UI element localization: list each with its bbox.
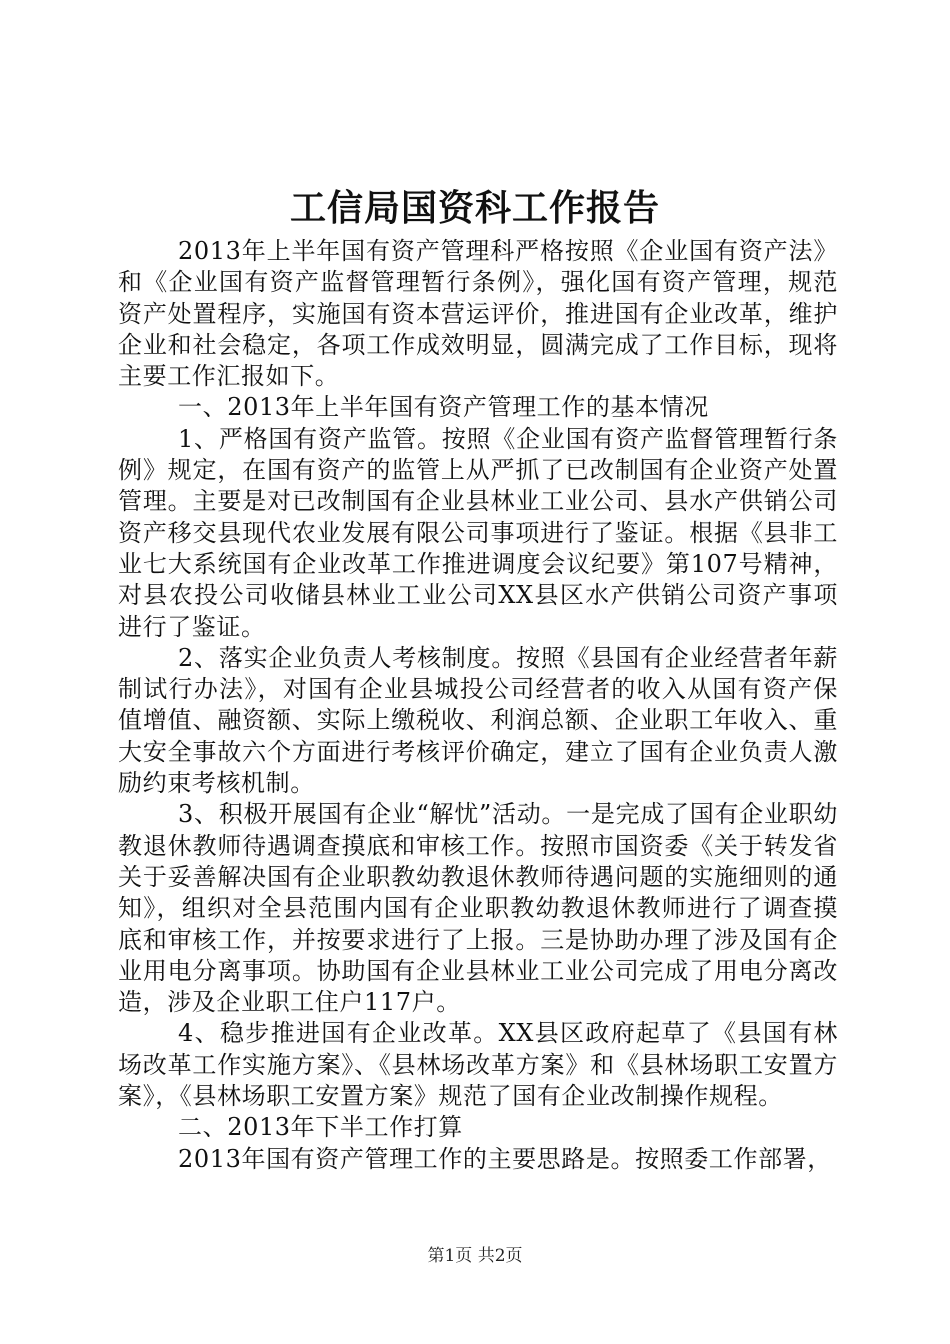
section-heading-1: 一、2013年上半年国有资产管理工作的基本情况 [178,393,709,422]
document-title: 工信局国资科工作报告 [289,187,660,229]
document-body [118,236,838,1175]
intro-paragraph: 2013年上半年国有资产管理科严格按照《企业国有资产法》和《企业国有资产监督管理暂行条例》，强化国有资产管理，规范资产处置程序，实施国有资本营运评价，推进国有企业改革，维护企业和社会稳定，各项工作成效明显，圆满完成了工作目标，现将主要工作汇报如下。 [118,237,838,391]
item-paragraph-4: 4、稳步推进国有企业改革。XX县区政府起草了《县国有林场改革工作实施方案》、《县林场改革方案》和《县林场职工安置方案》，《县林场职工安置方案》规范了国有企业改制操作规程。 [118,1019,838,1111]
item-paragraph-3: 3、积极开展国有企业“解忧”活动。一是完成了国有企业职幼教退休教师待遇调查摸底和审核工作。按照市国资委《关于转发省关于妥善解决国有企业职教幼教退休教师待遇问题的实施细则的通知》，组织对全县范围内国有企业职教幼教退休教师进行了调查摸底和审核工作，并按要求进行了上报。三是协助办理了涉及国有企业用电分离事项。协助国有企业县林业工业公司完成了用电分离改造，涉及企业职工住户117户。 [118,800,838,1017]
item-paragraph-2: 2、落实企业负责人考核制度。按照《县国有企业经营者年薪制试行办法》，对国有企业县城投公司经营者的收入从国有资产保值增值、融资额、实际上缴税收、利润总额、企业职工年收入、重大安全事故六个方面进行考核评价确定，建立了国有企业负责人激励约束考核机制。 [118,643,838,798]
plan-paragraph: 2013年国有资产管理工作的主要思路是。按照委工作部署， [178,1144,832,1173]
item-paragraph-1: 1、严格国有资产监管。按照《企业国有资产监督管理暂行条例》规定，在国有资产的监管上从严抓了已改制国有企业资产处置管理。主要是对已改制国有企业县林业工业公司、县水产供销公司资产移交县现代农业发展有限公司事项进行了鉴证。根据《县非工业七大系统国有企业改革工作推进调度会议纪要》第107号精神，对县农投公司收储县林业工业公司XX县区水产供销公司资产事项进行了鉴证。 [118,424,838,641]
page-number-footer: 第1页 共2页 [427,1246,523,1266]
section-heading-2: 二、2013年下半工作打算 [178,1113,463,1142]
